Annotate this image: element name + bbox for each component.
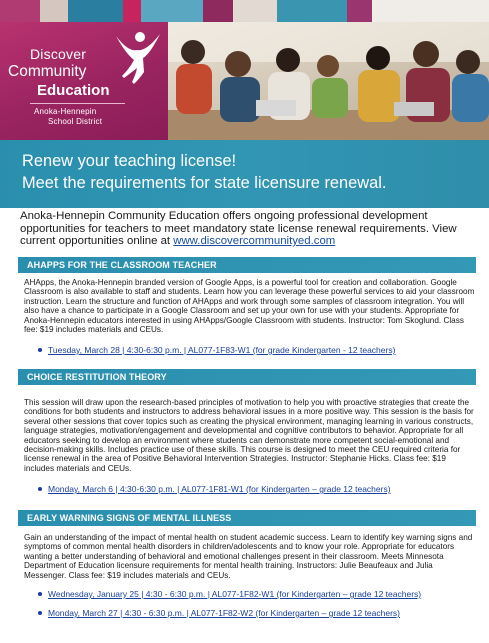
bullet-icon	[38, 348, 42, 352]
logo-text-discover: Discover	[30, 46, 87, 62]
section-heading-ahapps: AHAPPS FOR THE CLASSROOM TEACHER	[18, 257, 476, 273]
intro-text: Anoka-Hennepin Community Education offers ongoing professional development opportunities for teachers to meet mandatory state license renewal requirements. View current opportunities online at	[20, 210, 457, 248]
figure-arms-raised-icon	[110, 28, 164, 88]
stripe-segment	[123, 0, 141, 22]
logo-text-district-name: Anoka-Hennepin	[34, 107, 97, 116]
header	[0, 0, 489, 140]
headline-banner	[0, 140, 489, 208]
logo-text-community: Community	[8, 63, 87, 80]
stripe-segment	[40, 0, 68, 22]
stripe-segment	[372, 0, 489, 22]
section-body-early-warning: Gain an understanding of the impact of mental health on student academic success. Learn to identify key warning signs and symptoms of common mental health disorders in children/adolescents and to know your role. Appropriate for educators wanting a better understanding of behavioral and emotional challenges present in their classroom. Meets Minnesota Department of Education licensure requirements for mental health training. Instructors: Julie Beaufeaux and Julia Messenger. Class fee: $19 includes materials and CEUs.	[24, 533, 473, 580]
section-body-choice-restitution: This session will draw upon the research-based principles of motivation to help you with proactive strategies that create the conditions for both students and instructors to address behavioral issues in a more positive way. This session is the basis for several other sessions that cover topics such as creating the physical environment, managing learning in various constructs, language strategies, motivation/engagement and developmental and cognitive contributors to behavior. Appropriate for all educators seeking to develop an environment where students can demonstrate more competent social-emotional and decision-making skills. Includes practice use of these skills. This course is designed to meet the CEU required criteria for license renewal in the area of Positive Behavioral Intervention Strategies. Instructor: Stephanie Hicks. Class fee: $19 includes materials and CEUs.	[24, 398, 474, 473]
stripe-segment	[68, 0, 123, 22]
bullet-icon	[38, 487, 42, 491]
stripe-segment	[203, 0, 233, 22]
logo-panel	[0, 22, 168, 140]
logo-divider	[30, 103, 125, 104]
headline-line-2: Meet the requirements for state licensure renewal.	[22, 174, 387, 192]
section-body-ahapps: AHApps, the Anoka-Hennepin branded version of Google Apps, is a powerful tool for creation and collaboration. Google Classroom is also available to staff and students. Learn how you can leverage these powerful services to aid your classroom instruction. Learn the structure and function of AHApps and work through some samples of classroom integration. You will also have a chance to participate in a Google Classroom and set up your own for use with your students. Appropriate for Anoka-Hennepin educators interested in using AHApps/Google Classroom with students. Instructor: Tom Skoglund. Class fee: $19 includes materials and CEUs.	[24, 278, 475, 335]
session-link[interactable]: Monday, March 27 | 4:30 - 6:30 p.m. | AL077-1F82-W2 (for Kindergarten – grade 12 teachers)	[38, 608, 400, 618]
session-link[interactable]: Tuesday, March 28 | 4:30-6:30 p.m. | AL077-1F83-W1 (for grade Kindergarten - 12 teachers)	[38, 345, 395, 355]
bullet-icon	[38, 611, 42, 615]
logo-text-school-district: School District	[48, 117, 103, 126]
intro-paragraph	[20, 210, 480, 248]
session-link[interactable]: Monday, March 6 | 4:30-6:30 p.m. | AL077-1F81-W1 (for Kindergarten – grade 12 teachers)	[38, 484, 391, 494]
students-classroom-photo	[168, 22, 489, 140]
website-link[interactable]: www.discovercommunityed.com	[173, 235, 336, 248]
section-heading-early-warning: EARLY WARNING SIGNS OF MENTAL ILLNESS	[18, 510, 476, 526]
headline-line-1: Renew your teaching license!	[22, 152, 237, 170]
stripe-segment	[141, 0, 203, 22]
stripe-segment	[347, 0, 372, 22]
bullet-icon	[38, 592, 42, 596]
stripe-segment	[233, 0, 277, 22]
stripe-segment	[277, 0, 347, 22]
session-link[interactable]: Wednesday, January 25 | 4:30 - 6:30 p.m. | AL077-1F82-W1 (for Kindergarten – grade 12 teachers)	[38, 589, 421, 599]
decorative-stripes	[0, 0, 489, 22]
logo-text-education: Education	[37, 82, 110, 99]
section-heading-choice-restitution: CHOICE RESTITUTION THEORY	[18, 369, 476, 385]
stripe-segment	[0, 0, 40, 22]
